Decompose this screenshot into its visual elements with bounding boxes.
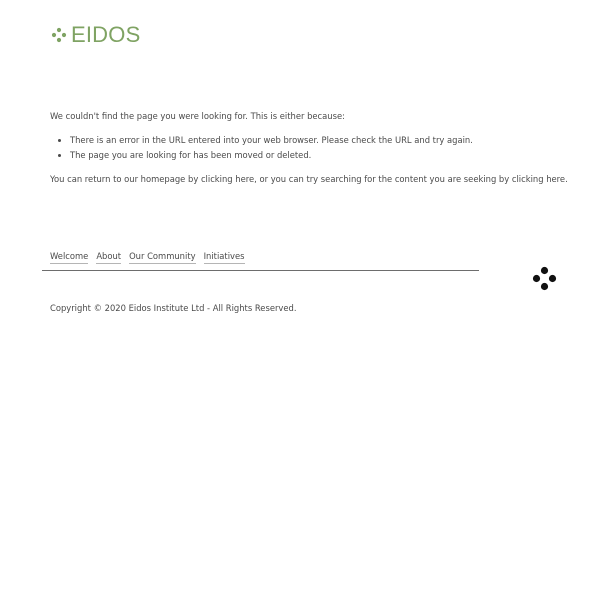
footer-link-welcome[interactable]: Welcome (50, 250, 88, 264)
four-dots-icon (532, 266, 557, 291)
logo-text: EIDOS (71, 22, 141, 47)
search-link[interactable]: clicking here (511, 174, 566, 184)
error-reasons-list (50, 133, 570, 162)
return-instructions (50, 172, 570, 186)
list-item: • The page you are looking for has been moved or deleted. (70, 148, 570, 162)
return-prefix: You can return to our homepage by (50, 174, 201, 184)
four-dots-icon (51, 27, 67, 43)
footer-link-our-community[interactable]: Our Community (129, 250, 195, 264)
return-suffix: . (565, 174, 568, 184)
list-item: • There is an error in the URL entered into your web browser. Please check the URL and try again. (70, 133, 570, 147)
error-message (50, 109, 570, 186)
homepage-link[interactable]: clicking here (200, 174, 255, 184)
footer-nav (50, 250, 253, 264)
footer-link-about[interactable]: About (96, 250, 121, 264)
footer-divider (42, 270, 479, 271)
error-intro: We couldn't find the page you were looking for. This is either because: (50, 111, 345, 121)
copyright-text: Copyright © 2020 Eidos Institute Ltd - All Rights Reserved. (50, 303, 297, 313)
return-middle: , or you can try searching for the content you are seeking by (254, 174, 512, 184)
footer-link-initiatives[interactable]: Initiatives (204, 250, 245, 264)
logo-link[interactable] (51, 23, 140, 47)
